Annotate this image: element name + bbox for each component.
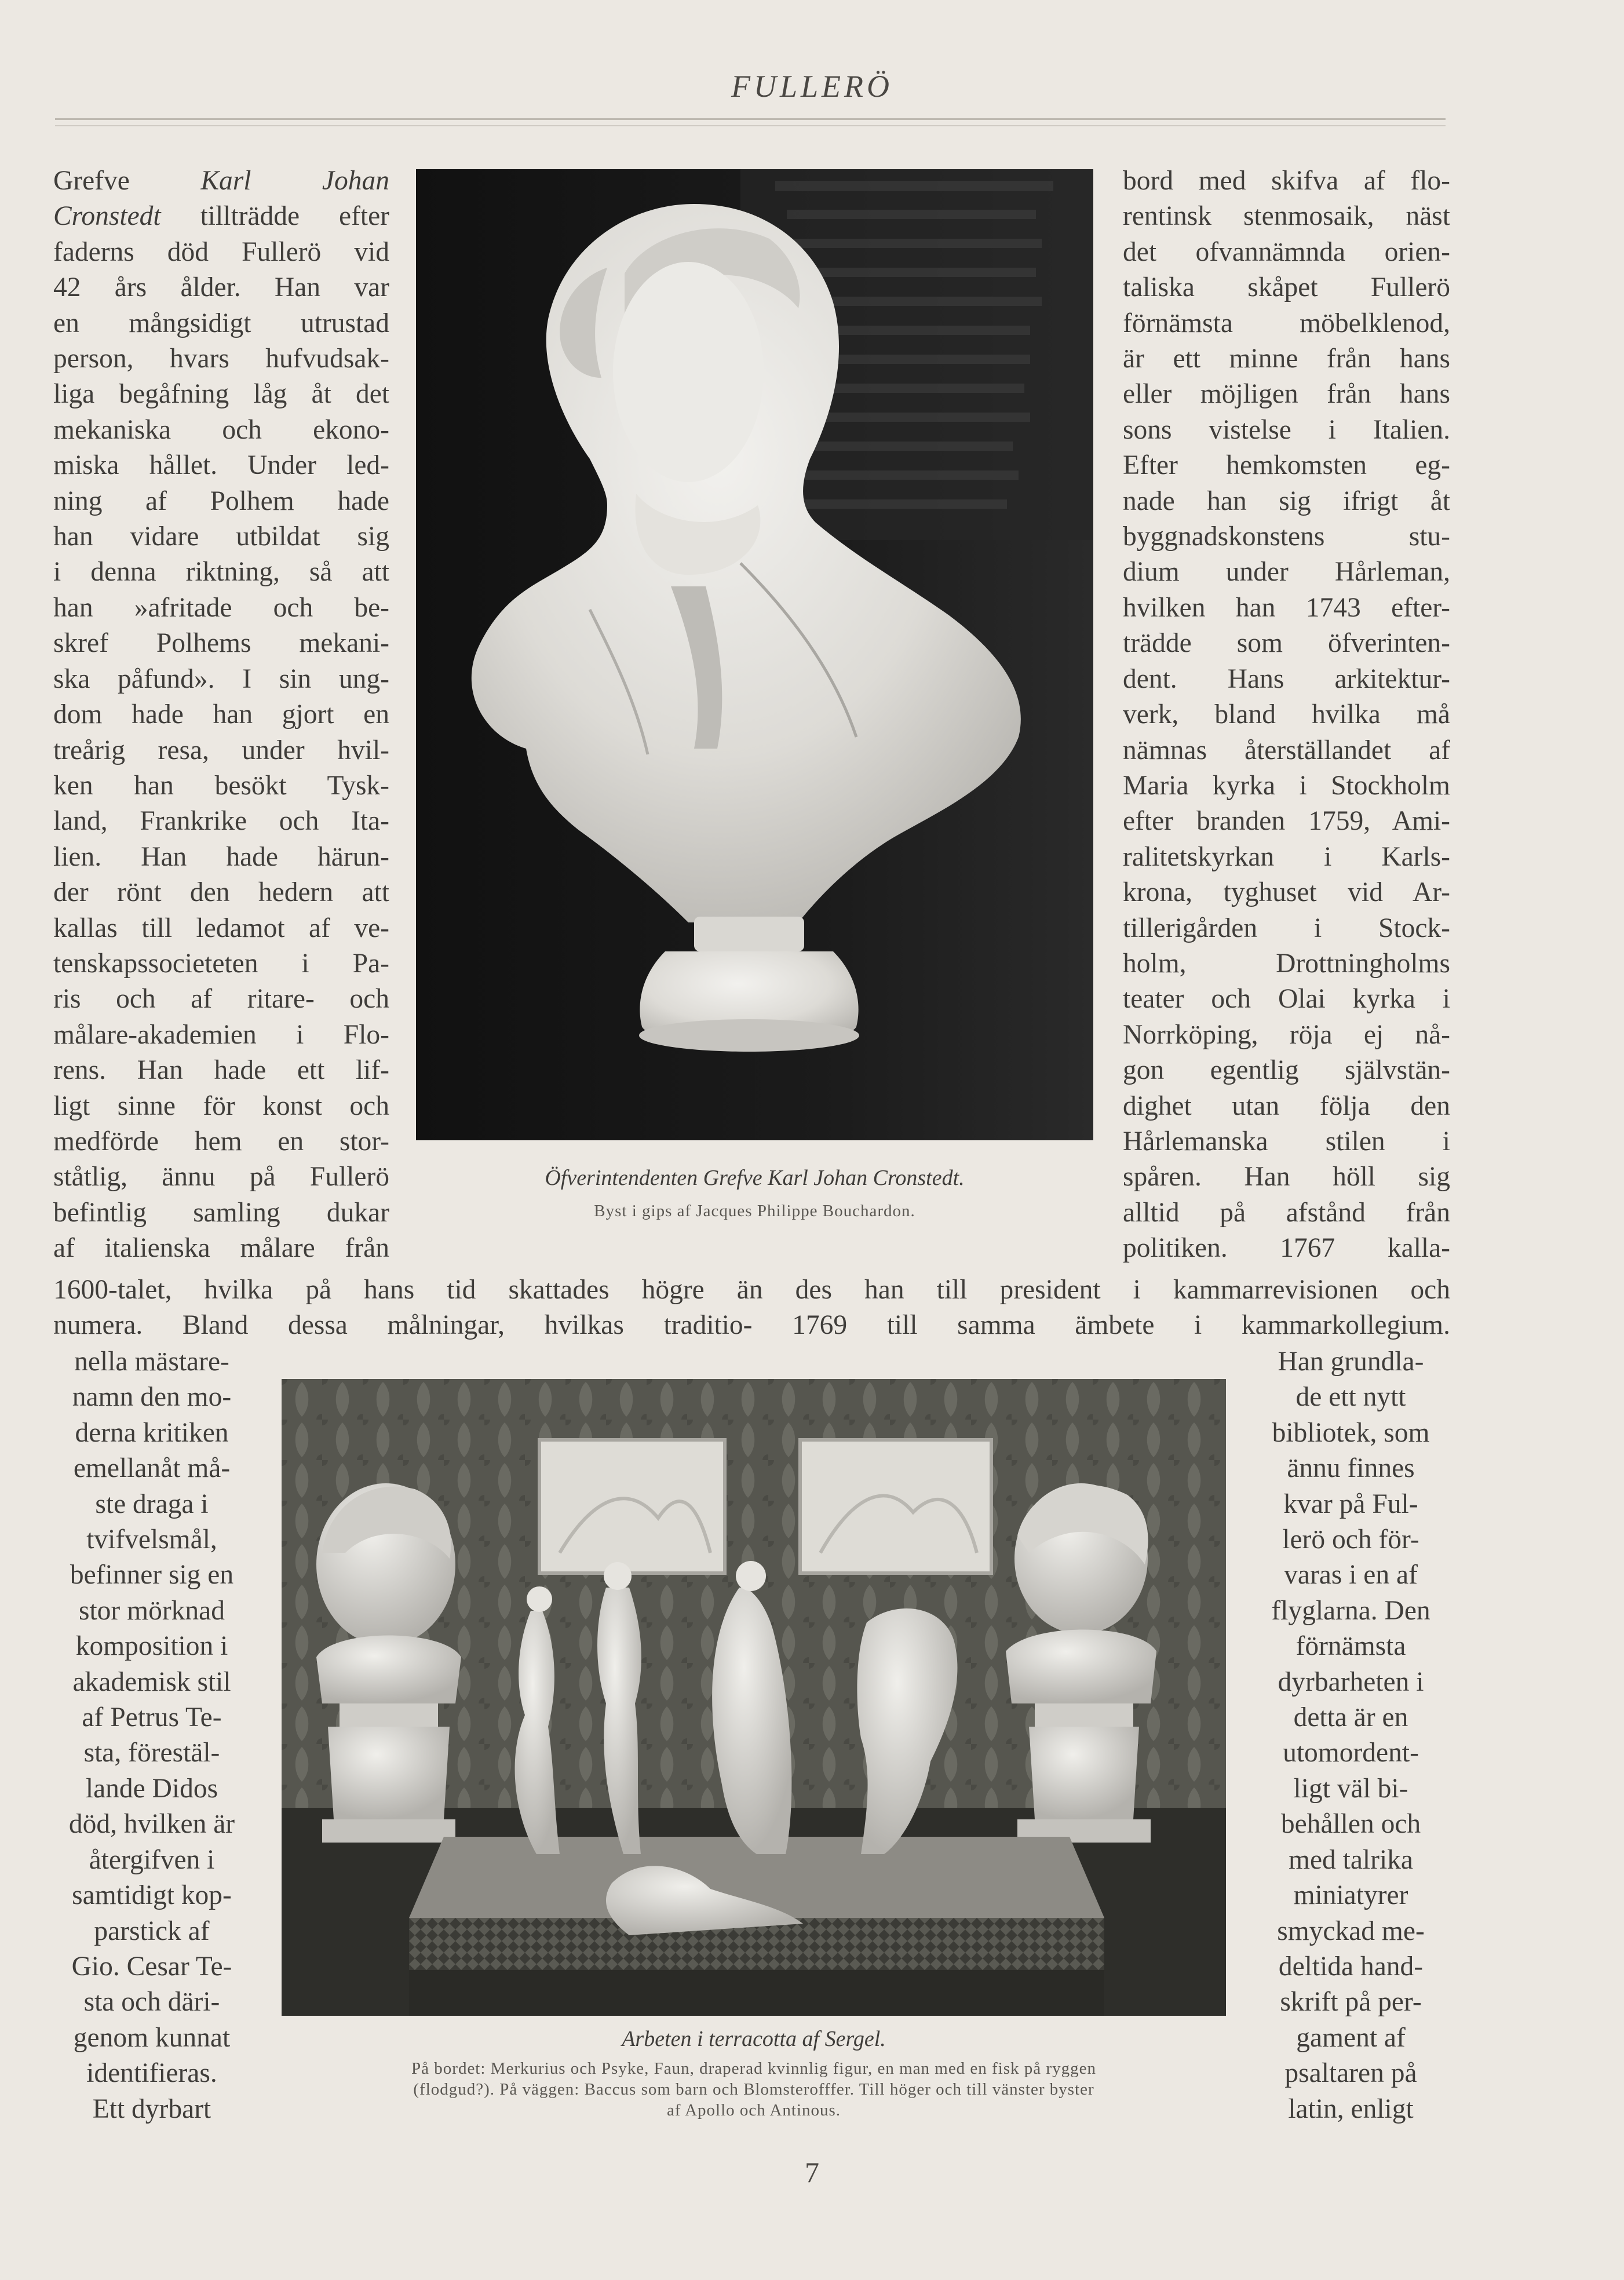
col-right-line: gon egentlig självstän- — [1123, 1055, 1450, 1086]
col-right-line: krona, tyghuset vid Ar- — [1123, 877, 1450, 908]
col-right-lower-line: deltida hand- — [1278, 1951, 1424, 1982]
header-rule-thin — [55, 125, 1446, 126]
col-left-line: tenskapssocieteten i Pa- — [53, 948, 389, 979]
col-left-line: land, Frankrike och Ita- — [53, 806, 389, 837]
col-left-line: ken han besökt Tysk- — [53, 770, 389, 801]
col-left-line: kallas till ledamot af ve- — [53, 913, 389, 943]
col-right-lower-line: behållen och — [1280, 1809, 1421, 1840]
col-left-line: af italienska målare från — [53, 1233, 389, 1264]
col-left-lower-line: återgifven i — [89, 1844, 215, 1875]
col-right-line: Hårlemanska stilen i — [1123, 1126, 1450, 1157]
col-left-line: en mångsidigt utrustad — [53, 308, 389, 338]
col-right-lower-line: ligt väl bi- — [1293, 1773, 1408, 1804]
col-right-lower-line: de ett nytt — [1295, 1382, 1406, 1413]
terracotta-photograph — [282, 1379, 1226, 2016]
col-right-line: eller möjligen från hans — [1123, 379, 1450, 410]
col-left-line: lien. Han hade härun- — [53, 841, 389, 872]
col-right-line: tillerigården i Stock- — [1123, 913, 1450, 943]
col-right-lower-line: skrift på per- — [1280, 1987, 1422, 2018]
full-width-line-1-text: 1600-talet, hvilka på hans tid skattades högre än des han till president i kammarrevisionen och — [53, 1275, 1450, 1305]
col-right-lower-line: lerö och för- — [1282, 1524, 1419, 1555]
col-left-lower-line: ste draga i — [95, 1489, 209, 1519]
col-right-line: holm, Drottningholms — [1123, 948, 1450, 979]
col-right-line: dium under Hårleman, — [1123, 557, 1450, 588]
col-right-lower-line: gament af — [1296, 2022, 1406, 2053]
col-left-lower-line: nella mästare- — [74, 1347, 229, 1377]
col-left-line: miska hållet. Under led- — [53, 450, 389, 481]
col-right-lower-line: smyckad me- — [1277, 1916, 1425, 1946]
col-left-lower-line: identifieras. — [86, 2058, 217, 2089]
figure2-caption-sub-1: På bordet: Merkurius och Psyke, Faun, draperad kvinnlig figur, en man med en fisk på ryggen — [411, 2059, 1096, 2078]
col-left-lower-line: Gio. Cesar Te- — [71, 1951, 232, 1982]
col-left-lower-line: parstick af — [94, 1916, 210, 1946]
col-left-line: ligt sinne för konst och — [53, 1090, 389, 1121]
col-left-lower-line: af Petrus Te- — [82, 1702, 222, 1733]
col-right-lower-line: förnämsta — [1295, 1631, 1406, 1662]
col-left-line: Cronstedt tillträdde efter — [53, 201, 389, 232]
bust-image — [416, 169, 1093, 1140]
full-width-line-1 — [53, 1272, 1450, 1308]
col-left-lower-line: samtidigt kop- — [72, 1880, 232, 1911]
col-right-line: dent. Hans arkitektur- — [1123, 663, 1450, 694]
page-number: 7 — [805, 2156, 819, 2188]
col-left-lower-line: befinner sig en — [70, 1560, 234, 1590]
col-left-line: 42 års ålder. Han var — [53, 272, 389, 303]
terracotta-image — [282, 1379, 1226, 2016]
col-left-line: skref Polhems mekani- — [53, 628, 389, 659]
right-column-text — [1123, 163, 1450, 1267]
col-left-lower-line: emellanåt må- — [73, 1453, 231, 1484]
col-right-line: nade han sig ifrigt åt — [1123, 486, 1450, 516]
figure2-caption-sub-2: (flodgud?). På väggen: Baccus som barn och Blomsterofffer. Till höger och till vänster byster — [413, 2080, 1094, 2099]
header-rule — [55, 118, 1446, 120]
col-left-line: dom hade han gjort en — [53, 699, 389, 730]
col-left-line: ris och af ritare- och — [53, 984, 389, 1015]
col-left-line: ska påfund». I sin ung- — [53, 663, 389, 694]
col-right-line: är ett minne från hans — [1123, 344, 1450, 374]
col-left-line: medförde hem en stor- — [53, 1126, 389, 1157]
col-left-lower-line: lande Didos — [85, 1773, 218, 1804]
col-left-lower-line: Ett dyrbart — [92, 2093, 211, 2124]
col-right-lower-line: miniatyrer — [1293, 1880, 1408, 1911]
col-left-lower-line: stor mörknad — [79, 1595, 225, 1626]
col-left-line: person, hvars hufvudsak- — [53, 344, 389, 374]
col-left-line: faderns död Fullerö vid — [53, 236, 389, 267]
col-left-lower-line: sta och däri- — [83, 1987, 220, 2018]
col-left-lower-line: namn den mo- — [72, 1382, 232, 1413]
lower-right-column-text — [1251, 1344, 1450, 2127]
col-right-line: taliska skåpet Fullerö — [1123, 272, 1450, 303]
col-right-lower-line: med talrika — [1289, 1844, 1413, 1875]
col-right-lower-line: detta är en — [1293, 1702, 1408, 1733]
col-left-lower-line: tvifvelsmål, — [86, 1524, 217, 1555]
col-right-line: verk, bland hvilka må — [1123, 699, 1450, 730]
col-right-line: Norrköping, röja ej nå- — [1123, 1019, 1450, 1050]
col-right-lower-line: utomordent- — [1283, 1738, 1419, 1768]
col-left-line: ning af Polhem hade — [53, 486, 389, 516]
col-right-line: teater och Olai kyrka i — [1123, 984, 1450, 1015]
col-right-lower-line: psaltaren på — [1284, 2058, 1417, 2089]
col-right-line: sons vistelse i Italien. — [1123, 414, 1450, 445]
running-header: FULLERÖ — [731, 69, 893, 104]
full-width-line-2-text: numera. Bland dessa målningar, hvilkas traditio- 1769 till samma ämbete i kammarkollegium. — [53, 1310, 1450, 1340]
col-left-line: mekaniska och ekono- — [53, 414, 389, 445]
col-right-line: bord med skifva af flo- — [1123, 166, 1450, 196]
col-left-line: befintlig samling dukar — [53, 1197, 389, 1228]
col-right-line: hvilken han 1743 efter- — [1123, 592, 1450, 623]
col-right-line: trädde som öfverinten- — [1123, 628, 1450, 659]
col-left-lower-line: genom kunnat — [73, 2022, 231, 2053]
col-left-lower-line: akademisk stil — [72, 1666, 231, 1697]
col-right-lower-line: latin, enligt — [1288, 2093, 1414, 2124]
col-right-line: rentinsk stenmosaik, näst — [1123, 201, 1450, 232]
col-left-line: han vidare utbildat sig — [53, 521, 389, 552]
col-right-lower-line: dyrbarheten i — [1278, 1666, 1424, 1697]
col-right-line: ralitetskyrkan i Karls- — [1123, 841, 1450, 872]
col-right-lower-line: kvar på Ful- — [1283, 1489, 1418, 1519]
col-left-lower-line: död, hvilken är — [68, 1809, 235, 1840]
figure2-caption-sub-3: af Apollo och Antinous. — [666, 2101, 841, 2120]
col-left-line: Grefve Karl Johan — [53, 166, 389, 196]
col-right-line: Efter hemkomsten eg- — [1123, 450, 1450, 481]
figure2-caption-title: Arbeten i terracotta af Sergel. — [622, 2027, 886, 2051]
col-right-line: Maria kyrka i Stockholm — [1123, 770, 1450, 801]
col-left-lower-line: derna kritiken — [75, 1417, 229, 1448]
left-column-text — [53, 163, 389, 1267]
col-right-line: politiken. 1767 kalla- — [1123, 1233, 1450, 1264]
col-right-line: efter branden 1759, Ami- — [1123, 806, 1450, 837]
col-right-lower-line: varas i en af — [1284, 1560, 1418, 1590]
col-left-line: ståtlig, ännu på Fullerö — [53, 1162, 389, 1192]
col-right-lower-line: bibliotek, som — [1272, 1417, 1430, 1448]
col-right-line: dighet utan följa den — [1123, 1090, 1450, 1121]
full-width-line-2 — [53, 1308, 1450, 1343]
col-left-line: i denna riktning, så att — [53, 557, 389, 588]
col-right-line: det ofvannämnda orien- — [1123, 236, 1450, 267]
lower-left-column-text — [53, 1344, 250, 2127]
col-left-line: rens. Han hade ett lif- — [53, 1055, 389, 1086]
col-left-line: liga begåfning låg åt det — [53, 379, 389, 410]
col-right-line: spåren. Han höll sig — [1123, 1162, 1450, 1192]
figure1-caption-sub: Byst i gips af Jacques Philippe Bouchardon. — [594, 1202, 915, 1220]
col-left-lower-line: komposition i — [75, 1631, 228, 1662]
col-right-line: byggnadskonstens stu- — [1123, 521, 1450, 552]
col-left-line: der rönt den hedern att — [53, 877, 389, 908]
col-right-lower-line: Han grundla- — [1278, 1347, 1424, 1377]
col-right-line: förnämsta möbelklenod, — [1123, 308, 1450, 338]
col-right-lower-line: flyglarna. Den — [1271, 1595, 1430, 1626]
col-left-lower-line: sta, förestäl- — [83, 1738, 220, 1768]
col-right-lower-line: ännu finnes — [1287, 1453, 1415, 1484]
col-left-line: målare-akademien i Flo- — [53, 1019, 389, 1050]
col-right-line: alltid på afstånd från — [1123, 1197, 1450, 1228]
figure1-caption-title: Öfverintendenten Grefve Karl Johan Cronstedt. — [545, 1166, 965, 1190]
col-left-line: treårig resa, under hvil- — [53, 735, 389, 765]
col-right-line: nämnas återställandet af — [1123, 735, 1450, 765]
col-left-line: han »afritade och be- — [53, 592, 389, 623]
bust-photograph — [416, 169, 1093, 1140]
